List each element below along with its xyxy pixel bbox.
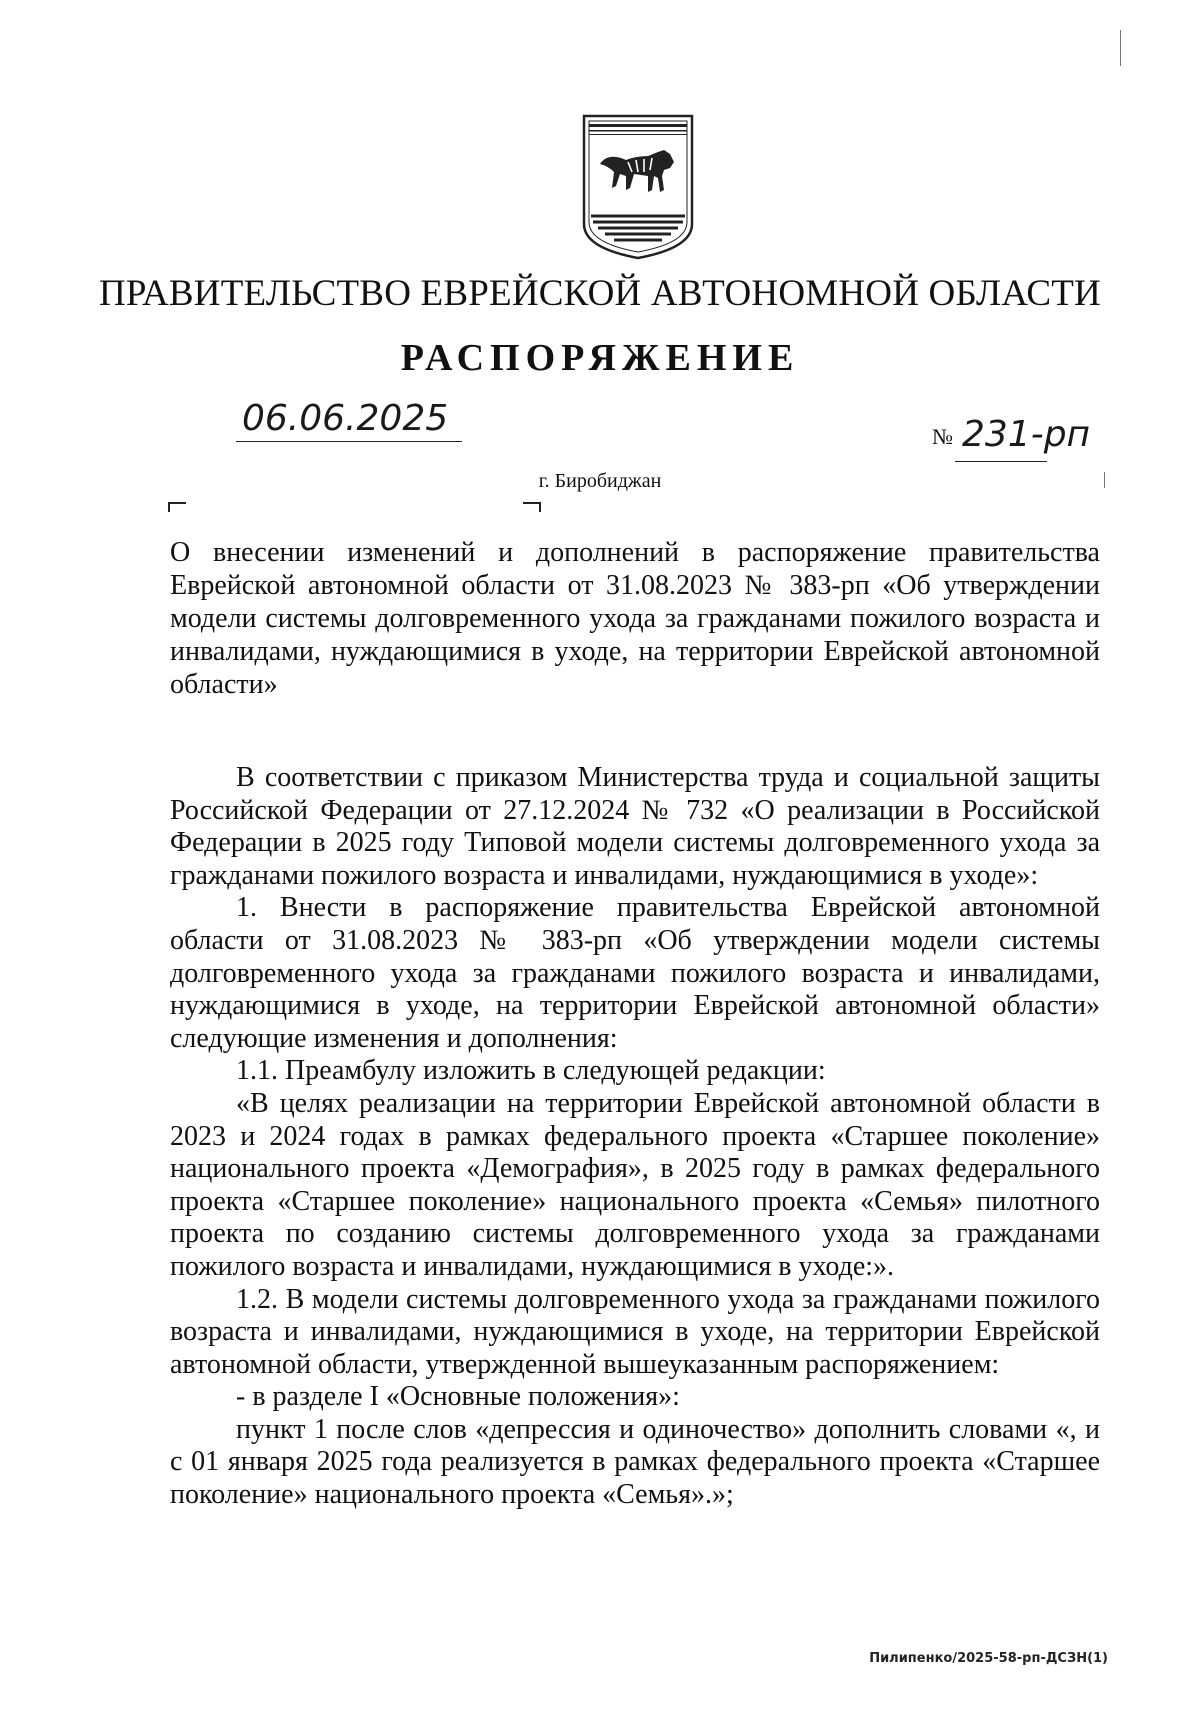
clause-1-1-text: «В целях реализации на территории Еврейской автономной области в 2023 и 2024 годах в рамках федерального проекта «Старшее поколение» национального проекта «Демография», в 2025 году в рамках федерального проекта «Старшее поколение» национального проекта «Семья» пилотного проекта по созданию системы долговременного ухода за гражданами пожилого возраста и инвалидами, нуждающимися в уходе:». [170, 1087, 1100, 1282]
point-1-amendment: пункт 1 после слов «депрессия и одиночество» дополнить словами «, и с 01 января 2025 года реализуется в рамках федерального проекта «Старшее поколение» национального проекта «Семья».»; [170, 1413, 1100, 1511]
scan-mark [1104, 472, 1105, 488]
number-underline [955, 461, 1047, 462]
footer-reference: Пилипенко/2025-58-рп-ДСЗН(1) [869, 1651, 1108, 1666]
document-body [170, 762, 1100, 1512]
document-title: О внесении изменений и дополнений в распоряжение правительства Еврейской автономной области от 31.08.2023 № 383-рп «Об утверждении модели системы долговременного ухода за гражданами пожилого возраста и инвалидами, нуждающимися в уходе, на территории Еврейской автономной области» [170, 537, 1100, 700]
handwritten-date: 06.06.2025 [242, 398, 449, 439]
document-type: РАСПОРЯЖЕНИЕ [400, 337, 800, 379]
number-sign: № [932, 424, 953, 449]
handwritten-number: 231-рп [962, 414, 1091, 455]
city-name: г. Биробиджан [538, 470, 662, 492]
title-bracket-left [168, 502, 186, 512]
scan-mark [1120, 30, 1121, 66]
coat-of-arms-tiger-icon [578, 112, 698, 260]
section-1-note: - в разделе I «Основные положения»: [236, 1381, 680, 1413]
clause-1-1: 1.1. Преамбулу изложить в следующей редакции: [236, 1055, 826, 1087]
clause-1: 1. Внести в распоряжение правительства Еврейской автономной области от 31.08.2023 № 383-рп «Об утверждении модели системы долговременного ухода за гражданами пожилого возраста и инвалидами, нуждающимися в уходе, на территории Еврейской автономной области» следующие изменения и дополнения: [170, 892, 1100, 1054]
date-underline [236, 441, 462, 442]
government-name: ПРАВИТЕЛЬСТВО ЕВРЕЙСКОЙ АВТОНОМНОЙ ОБЛАСТИ [99, 273, 1101, 314]
title-bracket-right [523, 502, 541, 512]
clause-1-2: 1.2. В модели системы долговременного ухода за гражданами пожилого возраста и инвалидами, нуждающимися в уходе, на территории Еврейской автономной области, утвержденной вышеуказанным распоряжением: [170, 1283, 1100, 1380]
preamble-paragraph: В соответствии с приказом Министерства труда и социальной защиты Российской Федерации от 27.12.2024 № 732 «О реализации в Российской Федерации в 2025 году Типовой модели системы долговременного ухода за гражданами пожилого возраста и инвалидами, нуждающимися в уходе»: [170, 762, 1100, 891]
